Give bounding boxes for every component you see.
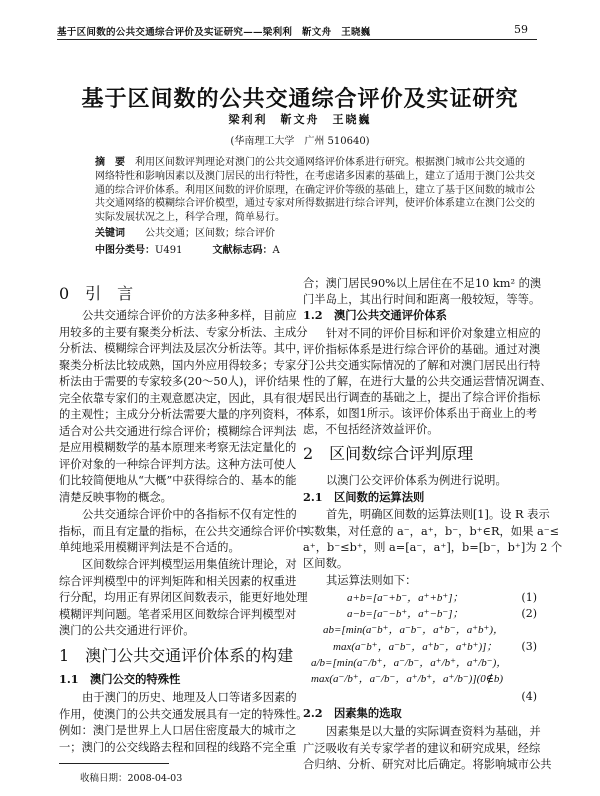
body-line: 区间数综合评判模型运用集值统计理论，对 [82, 558, 297, 571]
doc-code-label: 文献标志码： [212, 245, 273, 256]
affiliation: (华南理工大学 广州 510640) [230, 136, 370, 147]
keywords-label: 关键词 [95, 228, 125, 239]
section-heading-introduction: 0 引 言 [59, 284, 134, 303]
equation-1: a+b=[a⁻+b⁻，a⁺+b⁺]； [347, 592, 464, 604]
equation-4-row-1 [303, 656, 537, 671]
keywords-text: 公共交通；区间数；综合评价 [145, 228, 275, 239]
body-line: 是应用模糊数学的基本原理来考察无法定量化的 [59, 441, 297, 454]
body-line: 析法由于需要的专家较多(20～50人)，评价结果 [59, 375, 300, 388]
body-line: a⁺，b⁻≤b⁺，则 a=[a⁻，a⁺]，b=[b⁻，b⁺]为 2 个 [303, 541, 563, 554]
body-line: 以澳门公交评价体系为例进行说明。 [326, 474, 507, 487]
equation-4-line-1: a/b=[min(a⁻/b⁺，a⁻/b⁻，a⁺/b⁺，a⁺/b⁻)， [311, 657, 508, 669]
subsection-heading-2-2: 2.2 因素集的选取 [303, 706, 402, 720]
equation-4-line-2: max(a⁻/b⁺，a⁻/b⁻，a⁺/b⁺，a⁺/b⁻)](0∉b) [311, 673, 504, 685]
body-line: 体系，如图1所示。该评价体系出于商业上的考 [303, 407, 537, 420]
equation-2-row [303, 606, 537, 621]
abstract-label: 摘 要 [95, 157, 125, 168]
body-line: 因素集是以大量的实际调查资料为基础，并 [326, 725, 541, 738]
footnote-rule [59, 763, 169, 764]
abstract-text: 利用区间数评判理论对澳门的公共交通网络评价体系进行研究。根据澳门城市公共交通的 [135, 157, 525, 168]
body-line: 区间数。 [303, 557, 349, 570]
body-line: 评价指标体系是进行综合评价的基础。通过对澳 [303, 343, 541, 356]
body-line: 们比较简便地从“大概”中获得综合的、基本的能 [59, 474, 297, 487]
body-line: 单纯地采用模糊评判法是不合适的。 [59, 541, 240, 554]
body-line: 公共交通综合评价的方法多种多样，目前应 [82, 309, 297, 322]
section-heading-2: 2 区间数综合评判原理 [303, 444, 474, 463]
equation-4-row-2 [303, 672, 537, 687]
body-line: 由于澳门的历史、地理及人口等诸多因素的 [82, 691, 297, 704]
body-line: 完全依靠专家们的主观意愿决定，因此，具有很大 [59, 391, 308, 405]
body-line: 综合评判模型中的评判矩阵和相关因素的权重进 [59, 574, 297, 588]
equation-3-row-1 [303, 623, 537, 638]
body-line: 广泛吸收有关专家学者的建议和研究成果，经综 [303, 742, 541, 755]
authors: 梁利利 靳文舟 王晓巍 [228, 113, 372, 126]
classification [95, 244, 500, 257]
equation-number: (4) [521, 690, 537, 703]
abstract-line: 网络特性和影响因素以及澳门居民的出行特性，在考虑诸多因素的基础上，建立了适用于澳门公共交 [95, 171, 535, 182]
body-line: 实数集，对任意的 a⁻，a⁺，b⁻，b⁺∈R，如果 a⁻≤ [303, 525, 560, 538]
body-line: 行分配，均用正有界闭区间数表示，能更好地处理 [59, 591, 308, 604]
body-line: 评价对象的一种综合评判方法。这种方法可使人 [59, 457, 297, 471]
page-number: 59 [514, 23, 528, 36]
body-line: 适合对公共交通进行综合评价；模糊综合评判法 [59, 424, 297, 438]
body-line: 针对不同的评价目标和评价对象建立相应的 [326, 327, 541, 340]
received-date-footnote: 收稿日期：2008-04-03 [80, 773, 183, 784]
keywords [95, 227, 500, 240]
body-line: 一；澳门的公交线路去程和回程的线路不完全重 [59, 740, 297, 754]
subsection-heading-1-1: 1.1 澳门公交的特殊性 [59, 672, 181, 686]
equation-number: (3) [521, 640, 537, 653]
equation-4-number-row [303, 689, 537, 704]
equation-3-line-2: max(a⁻b⁺，a⁻b⁻，a⁺b⁻，a⁺b⁺)]； [333, 641, 498, 653]
equation-number: (2) [521, 607, 537, 620]
body-line: 分析法、模糊综合评判法及层次分析法等。其中， [59, 342, 308, 355]
body-line: 澳门的公共交通进行评价。 [59, 624, 195, 637]
abstract-line [95, 156, 525, 169]
body-line: 清楚反映事物的概念。 [59, 490, 172, 504]
body-line: 首先，明确区间数的运算法则[1]。设 R 表示 [326, 508, 550, 521]
body-line: 指标，而且有定量的指标，在公共交通综合评价中 [59, 524, 308, 538]
body-line: 合；澳门居民90%以上居住在不足10 km² 的澳 [303, 277, 542, 290]
header-rule [57, 39, 537, 40]
body-line: 公共交通综合评价中的各指标不仅有定性的 [82, 508, 297, 521]
section-heading-1: 1 澳门公共交通评价体系的构建 [59, 646, 294, 665]
doc-code-value: A [272, 245, 280, 256]
abstract-line: 共交通网络的模糊综合评价模型，通过专家对所得数据进行综合评判，使评价体系建立在澳门公交的 [95, 198, 535, 209]
body-line: 居民出行调查的基础之上，提出了综合评价指标 [303, 391, 541, 404]
body-line: 性的了解，在进行大量的公共交通运营情况调查、 [303, 375, 552, 388]
body-line: 例如：澳门是世界上人口居住密度最大的城市之 [59, 724, 297, 737]
body-line: 其运算法则如下： [326, 574, 417, 587]
equation-3-line-1: ab=[min(a⁻b⁺，a⁻b⁻，a⁺b⁻，a⁺b⁺)， [323, 624, 504, 636]
clc-label: 中图分类号： [95, 245, 155, 256]
paper-title: 基于区间数的公共交通综合评价及实证研究 [81, 86, 519, 112]
body-line: 虑，不包括经济效益评价。 [303, 423, 439, 436]
body-line: 门半岛上，其出行时间和距离一般较短，等等。 [303, 293, 541, 306]
body-line: 模糊评判问题。笔者采用区间数综合评判模型对 [59, 607, 297, 621]
body-line: 作用，使澳门的公共交通发展具有一定的特殊性。 [59, 707, 308, 721]
equation-2: a−b=[a⁻−b⁺，a⁺−b⁻]； [347, 608, 464, 620]
subsection-heading-1-2: 1.2 澳门公共交通评价体系 [303, 308, 447, 322]
running-header: 基于区间数的公共交通综合评价及实证研究——梁利利 靳文舟 王晓巍 [57, 27, 371, 38]
equation-number: (1) [521, 591, 537, 604]
abstract-line: 通的综合评价体系。利用区间数的评价原理，在确定评价等级的基础上，建立了基于区间数的城市公 [95, 185, 535, 196]
body-line: 聚类分析法比较成熟，国内外应用得较多；专家分 [59, 358, 308, 372]
equation-3-row-2 [303, 639, 537, 654]
body-line: 用较多的主要有聚类分析法、专家分析法、主成分 [59, 325, 308, 339]
body-line: 合归纳、分析、研究对比后确定。将影响城市公共 [303, 758, 552, 771]
body-line: 门公共交通实际情况的了解和对澳门居民出行特 [303, 359, 541, 372]
clc-value: U491 [155, 245, 183, 256]
equation-1-row [303, 590, 537, 605]
abstract-line: 实际发展状况之上，科学合理，简单易行。 [95, 212, 285, 223]
body-line: 的主观性；主成分分析法需要大量的序列资料，不 [59, 408, 308, 421]
subsection-heading-2-1: 2.1 区间数的运算法则 [303, 490, 425, 504]
